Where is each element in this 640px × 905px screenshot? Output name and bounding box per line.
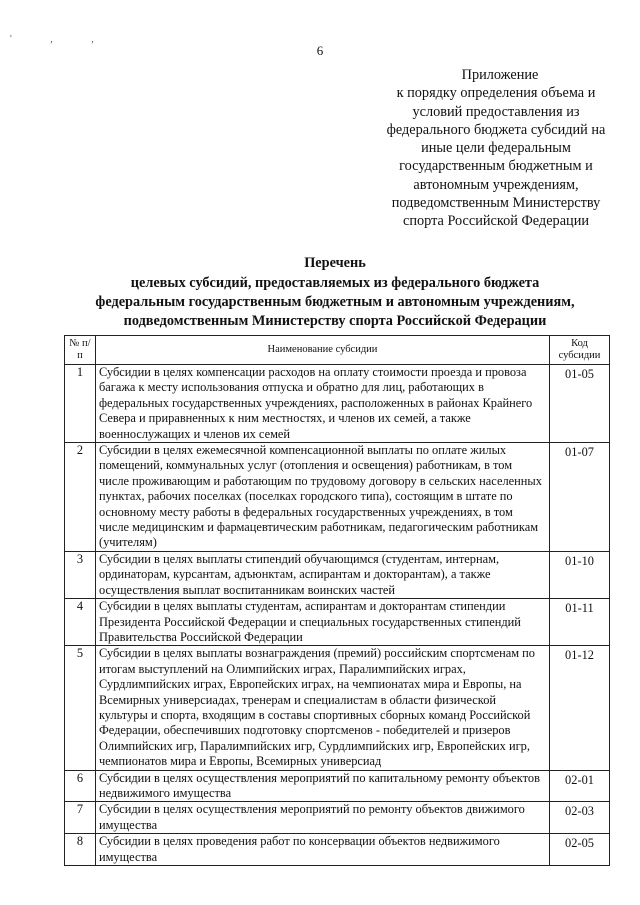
- appendix-line: автономным учреждениям,: [413, 176, 579, 193]
- appendix-line: подведомственным Министерству: [391, 195, 601, 212]
- row-number: 4: [65, 599, 96, 646]
- row-number: 1: [65, 365, 96, 443]
- subsidy-code: 01-12: [550, 646, 610, 770]
- subsidy-name: Субсидии в целях проведения работ по консервации объектов недвижимого имущества: [95, 834, 549, 866]
- document-heading: [40, 254, 630, 331]
- header-name: Наименование субсидии: [95, 336, 549, 365]
- subsidy-code: 02-05: [550, 834, 610, 866]
- appendix-line: федерального бюджета субсидий на: [386, 121, 606, 138]
- table-row: [65, 646, 610, 770]
- scan-specks: ' , ,: [10, 34, 112, 45]
- subsidy-code: 02-01: [550, 770, 610, 802]
- row-number: 2: [65, 443, 96, 552]
- subsidy-name: Субсидии в целях выплаты студентам, аспирантам и докторантам стипендии Президента Российской Федерации и специальных государственных стипендий Правительства Российской Федерации: [95, 599, 549, 646]
- row-number: 8: [65, 834, 96, 866]
- header-code: Код субсидии: [550, 336, 610, 365]
- table-row: [65, 443, 610, 552]
- row-number: 3: [65, 551, 96, 598]
- page-number: 6: [316, 43, 324, 58]
- subsidy-name: Субсидии в целях компенсации расходов на оплату стоимости проезда и провоза багажа к месту использования отпуска и обратно для лиц, работающих в федеральных государственных учреждениях, расположенных в районах Крайнего Севера и приравненных к ним местностях, и членов их семей, а также военнослужащих и членов их семей: [95, 365, 549, 443]
- subsidy-code: 01-05: [550, 365, 610, 443]
- subsidy-name: Субсидии в целях осуществления мероприятий по ремонту объектов движимого имущества: [95, 802, 549, 834]
- table-row: [65, 365, 610, 443]
- appendix-line: спорта Российской Федерации: [403, 213, 589, 230]
- appendix-line: условий предоставления из: [412, 103, 580, 120]
- appendix-line: к порядку определения объема и: [396, 85, 596, 102]
- subsidy-code: 01-10: [550, 551, 610, 598]
- table-header-row: [65, 336, 610, 365]
- heading-line: подведомственным Министерству спорта Российской Федерации: [123, 313, 547, 329]
- subsidy-name: Субсидии в целях ежемесячной компенсационной выплаты по оплате жилых помещений, коммунальных услуг (отопления и освещения) работникам, в том числе проживающим и работающим по трудовому договору в сельских населенных пунктах, рабочих поселках (поселках городского типа), состоящим в штате по основному месту работы в федеральных государственных учреждениях, в том числе медицинским и фармацевтическим работникам, педагогическим работникам (учителям): [95, 443, 549, 552]
- table-row: [65, 599, 610, 646]
- appendix-line: государственным бюджетным и: [399, 158, 593, 175]
- appendix-block: [372, 66, 620, 231]
- row-number: 5: [65, 646, 96, 770]
- header-num: № п/п: [65, 336, 96, 365]
- appendix-title: Приложение: [461, 67, 539, 83]
- table-row: [65, 770, 610, 802]
- table-row: [65, 834, 610, 866]
- subsidy-code: 02-03: [550, 802, 610, 834]
- subsidy-code: 01-07: [550, 443, 610, 552]
- table-row: [65, 802, 610, 834]
- table-row: [65, 551, 610, 598]
- subsidies-table: [64, 335, 610, 866]
- heading-line: федеральным государственным бюджетным и автономным учреждениям,: [95, 294, 575, 310]
- subsidy-code: 01-11: [550, 599, 610, 646]
- subsidy-name: Субсидии в целях выплаты стипендий обучающимся (студентам, интернам, ординаторам, курсантам, адъюнктам, аспирантам и докторантам), а также осуществления выплат воспитанникам воинских частей: [95, 551, 549, 598]
- row-number: 7: [65, 802, 96, 834]
- subsidy-name: Субсидии в целях осуществления мероприятий по капитальному ремонту объектов недвижимого имущества: [95, 770, 549, 802]
- appendix-line: иные цели федеральным: [421, 140, 571, 157]
- heading-line: целевых субсидий, предоставляемых из федерального бюджета: [130, 275, 540, 291]
- row-number: 6: [65, 770, 96, 802]
- heading-title: Перечень: [304, 255, 366, 271]
- subsidy-name: Субсидии в целях выплаты вознаграждения (премий) российским спортсменам по итогам выступлений на Олимпийских играх, Паралимпийских играх, Сурдлимпийских играх, Европейских играх, на чемпионатах мира и Европы, на Всемирных универсиадах, тренерам и специалистам в области физической культуры и спорта, входящим в составы спортивных сборных команд Российской Федерации, обеспечивших подготовку спортсменов - победителей и призеров Олимпийских игр, Паралимпийских игр, Сурдлимпийских игр, Европейских игр, чемпионатов мира и Европы, Всемирных универсиад: [95, 646, 549, 770]
